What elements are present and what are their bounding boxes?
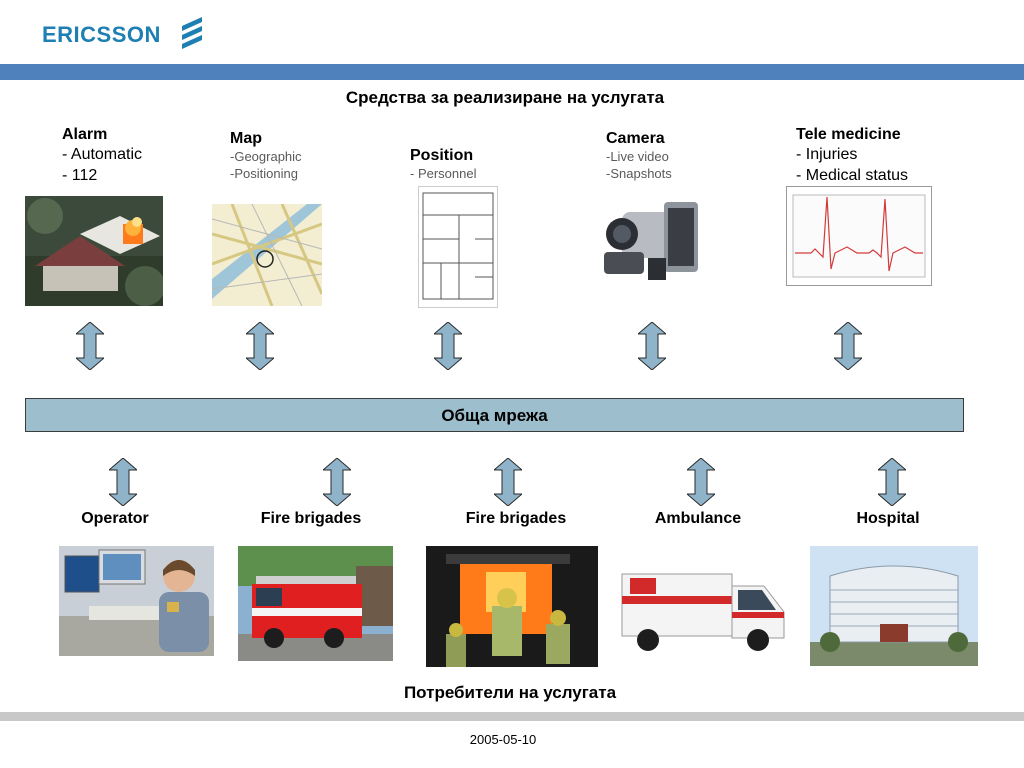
source-heading: Tele medicine <box>796 126 901 143</box>
ecg-chart-image <box>786 186 932 286</box>
floor-plan-image <box>418 186 498 308</box>
source-line: -Snapshots <box>606 166 672 181</box>
consumers-title: Потребители на услугата <box>403 683 617 702</box>
alarm-fire-house-image <box>25 196 163 306</box>
consumer-label-fire-brigades: Fire brigades <box>465 510 567 527</box>
fire-truck-image <box>238 546 393 661</box>
source-line: - Automatic <box>62 146 143 163</box>
double-arrow-icon <box>878 458 906 506</box>
double-arrow-icon <box>434 322 462 370</box>
source-telemedicine <box>796 126 908 186</box>
source-line: - 112 <box>62 167 98 184</box>
source-heading: Alarm <box>62 126 108 143</box>
firefighters-image <box>426 546 598 667</box>
source-heading: Position <box>410 147 474 164</box>
page-title: Средства за реализиране на услугата <box>345 88 665 107</box>
double-arrow-icon <box>687 458 715 506</box>
map-image <box>212 204 322 306</box>
ericsson-logo-text: ERICSSON <box>42 22 161 47</box>
source-heading: Camera <box>606 130 665 147</box>
source-line: -Geographic <box>230 149 302 164</box>
footer-bar <box>0 712 1024 721</box>
double-arrow-icon <box>246 322 274 370</box>
source-line: -Live video <box>606 149 669 164</box>
source-camera <box>606 130 672 182</box>
source-map <box>230 130 302 182</box>
footer-date: 2005-05-10 <box>469 732 537 747</box>
source-heading: Map <box>230 130 262 147</box>
source-position <box>410 147 476 182</box>
operator-image <box>59 546 214 656</box>
double-arrow-icon <box>109 458 137 506</box>
hospital-image <box>810 546 978 666</box>
double-arrow-icon <box>834 322 862 370</box>
source-line: -Positioning <box>230 166 298 181</box>
source-alarm <box>62 126 142 186</box>
source-line: - Medical status <box>796 167 909 184</box>
consumer-label-operator: Operator <box>81 510 149 527</box>
camcorder-image <box>604 196 700 290</box>
common-network-bar: Обща мрежа <box>25 398 964 432</box>
consumer-label-hospital: Hospital <box>856 510 920 527</box>
ericsson-logo-icon <box>178 16 206 50</box>
double-arrow-icon <box>638 322 666 370</box>
source-line: - Injuries <box>796 146 858 163</box>
double-arrow-icon <box>76 322 104 370</box>
consumer-label-ambulance: Ambulance <box>654 510 742 527</box>
consumer-label-fire-brigades: Fire brigades <box>260 510 362 527</box>
header-bar <box>0 64 1024 80</box>
double-arrow-icon <box>494 458 522 506</box>
ambulance-image <box>614 556 794 661</box>
double-arrow-icon <box>323 458 351 506</box>
source-line: - Personnel <box>410 166 477 181</box>
